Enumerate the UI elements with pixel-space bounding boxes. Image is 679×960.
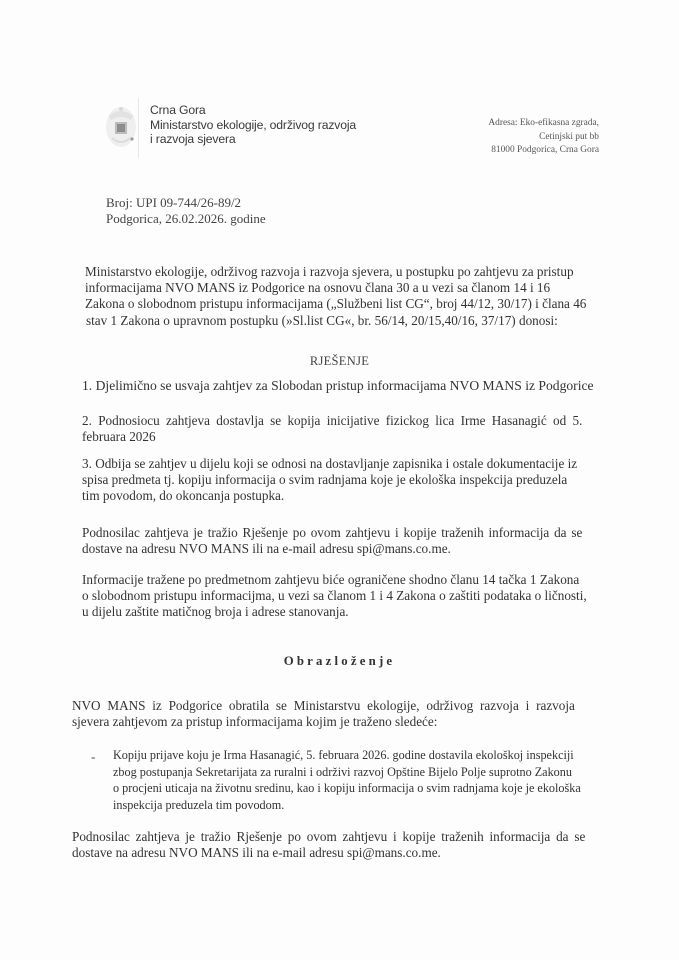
ministry-address [488, 117, 599, 158]
text-line: 1. Djelimično se usvaja zahtjev za Slobodan pristup informacijama NVO MANS iz Podgorice [82, 378, 594, 393]
text-line [85, 296, 607, 312]
reasoning-bullet-item [113, 747, 613, 813]
place-date: Podgorica, 26.02.2026. godine [106, 211, 266, 226]
text-line: Podnosilac zahtjeva je tražio Rješenje po ovom zahtjevu i kopije traženih informacija da se [72, 829, 586, 844]
bullet-dash-icon: - [91, 749, 96, 764]
ministry-name [150, 103, 356, 147]
text-line: o slobodnom pristupu informacijma, u vezi sa članom 1 i 4 Zakona o zaštiti podataka o ličnosti, [82, 588, 587, 604]
text-line: Kopiju prijave koju je Irma Hasanagić, 5. februara 2026. godine dostavila ekološkoj inspekciji [113, 748, 574, 762]
text-line: inspekcija preduzela tim povodom. [113, 797, 285, 812]
text-line: o procjeni uticaja na životnu sredinu, kao i kopiju informacija o svim radnjama koje je ekološka [113, 781, 581, 795]
text-line: tim povodom, do okoncanja postupka. [82, 488, 285, 504]
decision-item-2 [82, 413, 604, 445]
text-line: 2. Podnosiocu zahtjeva dostavlja se kopija inicijative fizickog lica Irme Hasanagić od 5. [82, 413, 583, 428]
decision-heading: RJEŠENJE [309, 354, 370, 368]
text-line: sjevera zahtjevom za pristup informacijama kojim je traženo sledeće: [72, 714, 438, 730]
text-line: Informacije tražene po predmetnom zahtjevu biće ograničene shodno članu 14 tačka 1 Zakona [82, 572, 580, 587]
intro-paragraph [85, 264, 607, 329]
coat-of-arms-icon [104, 102, 140, 152]
restriction-paragraph [82, 572, 607, 621]
address-line: 81000 Podgorica, Crna Gora [491, 145, 599, 155]
address-line: Cetinjski put bb [539, 131, 599, 142]
text-line: NVO MANS iz Podgorice obratila se Ministarstvu ekologije, održivog razvoja i razvoja [72, 698, 575, 713]
text-line: dostave na adresu NVO MANS ili na e-mail adresu spi@mans.co.me. [72, 845, 441, 861]
ministry-line: Ministarstvo ekologije, održivog razvoja [150, 117, 357, 132]
decision-item-3 [82, 456, 604, 505]
text: Ministarstvo ekologije, održivog razvoja i razvoja sjevera, u postupku po zahtjevu za pristup [85, 264, 574, 279]
text-line: Podnosilac zahtjeva je tražio Rješenje po ovom zahtjevu i kopije traženih informacija da se [82, 525, 583, 540]
text: Zakona o slobodnom pristupu informacijama („Službeni list CG“, broj 44/12, 30/17) i člana 46 [85, 296, 587, 312]
text-line: stav 1 Zakona o upravnom postupku (»Sl.list CG«, br. 56/14, 20/15,40/16, 37/17) donosi: [86, 312, 558, 328]
text-line: u dijelu zaštite matičnog broja i adrese stanovanja. [82, 604, 349, 620]
text-line: spisa predmeta tj. kopiju informacija o svim radnjama koje je ekološka inspekcija preduzela [82, 472, 568, 488]
text-line [85, 264, 607, 280]
reasoning-intro [72, 698, 607, 730]
ministry-line: Crna Gora [150, 103, 206, 117]
reasoning-heading: Obrazloženje [283, 654, 396, 668]
reference-number: Broj: UPI 09-744/26-89/2 [106, 195, 242, 210]
delivery-paragraph-repeat [72, 829, 607, 861]
text-line [85, 280, 607, 296]
delivery-paragraph [82, 525, 607, 557]
text-line: dostave na adresu NVO MANS ili na e-mail adresu spi@mans.co.me. [82, 541, 451, 557]
address-line: Adresa: Eko-efikasna zgrada, [488, 118, 599, 128]
reference-block [106, 195, 266, 227]
ministry-line: i razvoja sjevera [150, 132, 236, 146]
text-line: februara 2026 [82, 429, 156, 445]
text-line: zbog postupanja Sekretarijata za ruralni i održivi razvoj Opštine Bijelo Polje suprotno Zakonu [113, 764, 572, 779]
text: informacijama NVO MANS iz Podgorice na osnovu člana 30 a u vezi sa članom 14 i 16 [85, 280, 551, 296]
header-divider [138, 98, 139, 158]
decision-item-1 [82, 378, 612, 394]
text-line: 3. Odbija se zahtjev u dijelu koji se odnosi na dostavljanje zapisnika i ostale dokumentacije iz [82, 456, 578, 471]
